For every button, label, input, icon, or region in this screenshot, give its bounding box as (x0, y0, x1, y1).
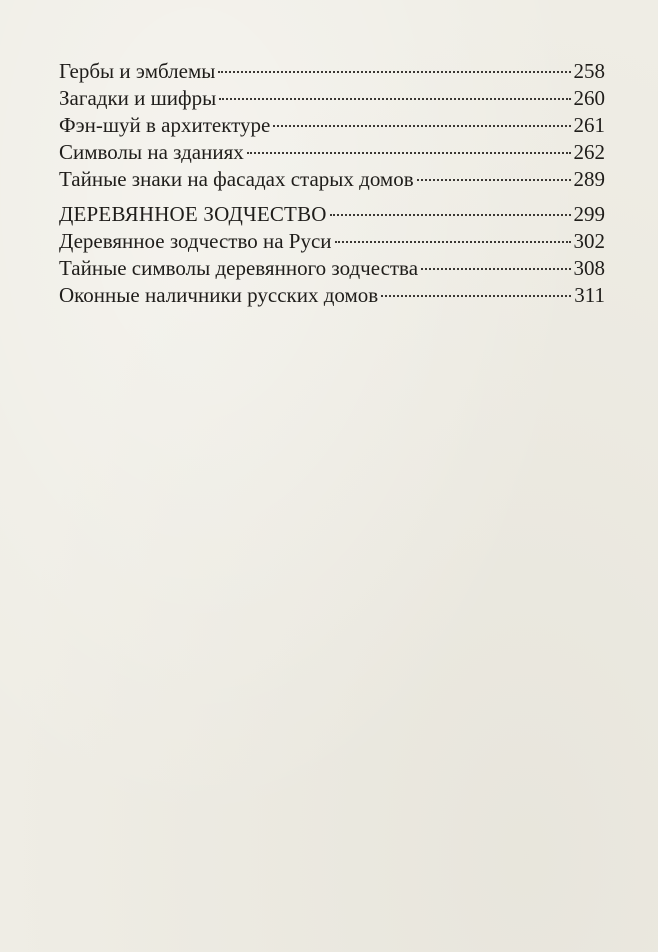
toc-entry (59, 255, 605, 282)
toc-entry-title: Тайные знаки на фасадах старых домов (59, 167, 414, 191)
toc-entry-page: 289 (573, 167, 605, 191)
toc-entry-title: Символы на зданиях (59, 140, 244, 164)
toc-leader-dots (247, 152, 571, 154)
toc-leader-dots (219, 98, 570, 100)
toc-leader-dots (381, 295, 571, 297)
table-of-contents (59, 58, 605, 309)
toc-entry (59, 112, 605, 139)
toc-entry-page: 258 (573, 59, 605, 83)
toc-entry-page: 302 (573, 229, 605, 253)
toc-entry-page: 311 (574, 283, 605, 307)
toc-entry-page: 308 (573, 256, 605, 280)
toc-entry (59, 85, 605, 112)
toc-entry-page: 260 (573, 86, 605, 110)
toc-entry (59, 228, 605, 255)
toc-entry (59, 139, 605, 166)
toc-entry-title: Фэн-шуй в архитектуре (59, 113, 271, 137)
toc-entry-title: Тайные символы деревянного зодчества (59, 256, 419, 280)
toc-entry-title: Гербы и эмблемы (59, 59, 216, 83)
toc-leader-dots (421, 268, 570, 270)
toc-entry-page: 262 (573, 140, 605, 164)
toc-leader-dots (273, 125, 570, 127)
toc-entry-title: Оконные наличники русских домов (59, 283, 379, 307)
toc-entry-title: Деревянное зодчество на Руси (59, 229, 332, 253)
toc-leader-dots (330, 214, 571, 216)
toc-leader-dots (417, 179, 571, 181)
toc-entry (59, 166, 605, 193)
toc-section-heading (59, 201, 605, 228)
toc-entry-title: Загадки и шифры (59, 86, 217, 110)
toc-entry-page: 261 (573, 113, 605, 137)
toc-leader-dots (218, 71, 570, 73)
toc-section-title: ДЕРЕВЯННОЕ ЗОДЧЕСТВО (59, 202, 327, 226)
toc-leader-dots (335, 241, 571, 243)
toc-entry (59, 282, 605, 309)
toc-section-page: 299 (573, 202, 605, 226)
toc-entry (59, 58, 605, 85)
